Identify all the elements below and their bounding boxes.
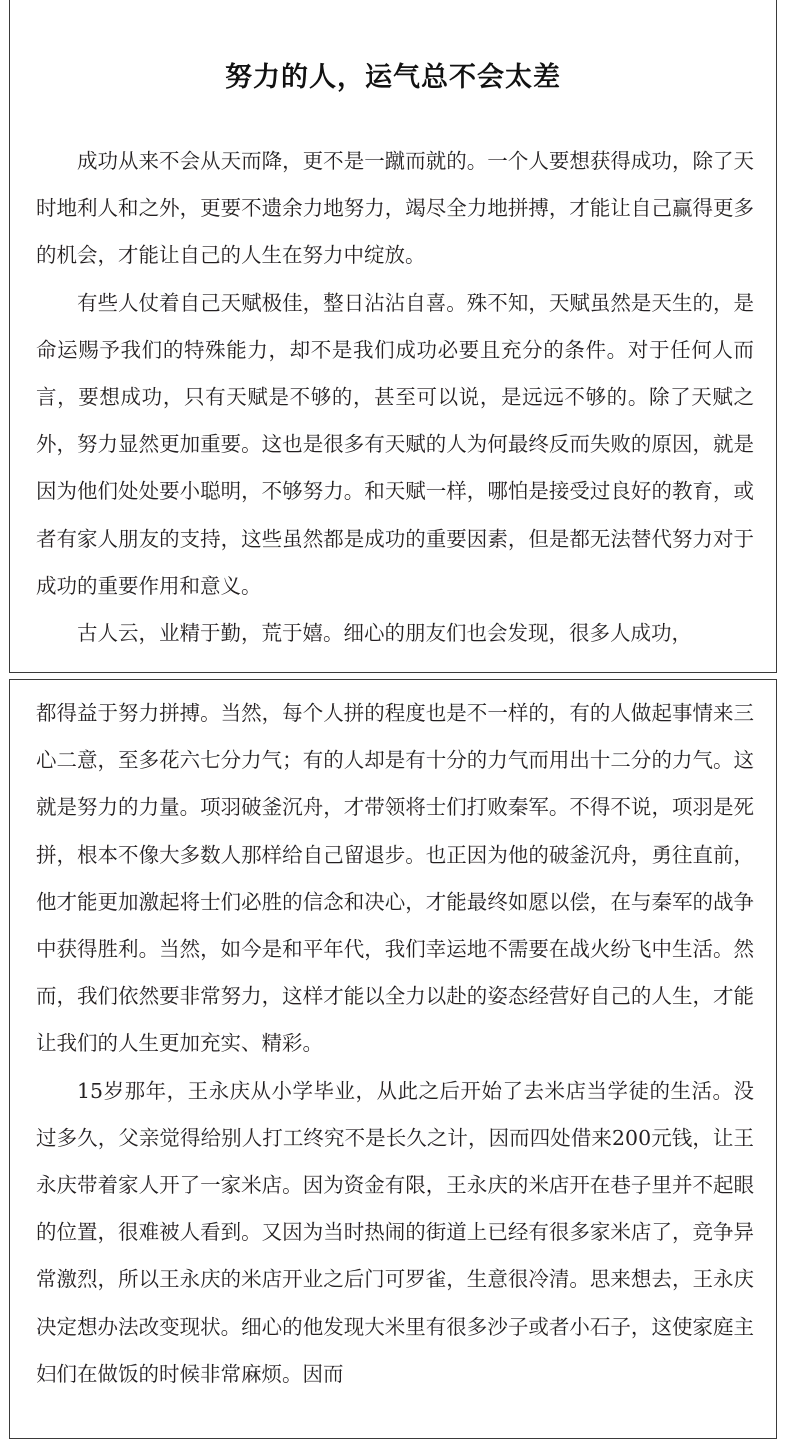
chapter-title: 努力的人，运气总不会太差	[225, 62, 561, 93]
paragraph-continued: 都得益于努力拼搏。当然，每个人拼的程度也是不一样的，有的人做起事情来三心二意，至多花六七分力气；有的人却是有十分的力气而用出十二分的力气。这就是努力的力量。项羽破釜沉舟，才带领将士们打败秦军。不得不说，项羽是死拼，根本不像大多数人那样给自己留退步。也正因为他的破釜沉舟，勇往直前，他才能更加激起将士们必胜的信念和决心，才能最终如愿以偿，在与秦军的战争中获得胜利。当然，如今是和平年代，我们幸运地不需要在战火纷飞中生活。然而，我们依然要非常努力，这样才能以全力以赴的姿态经营好自己的人生，才能让我们的人生更加充实、精彩。	[36, 701, 754, 1056]
book-page-top	[9, 0, 777, 673]
paragraph: 成功从来不会从天而降，更不是一蹴而就的。一个人要想获得成功，除了天时地利人和之外，更要不遗余力地努力，竭尽全力地拼搏，才能让自己赢得更多的机会，才能让自己的人生在努力中绽放。	[36, 149, 754, 268]
paragraph: 15岁那年，王永庆从小学毕业，从此之后开始了去米店当学徒的生活。没过多久，父亲觉得给别人打工终究不是长久之计，因而四处借来200元钱，让王永庆带着家人开了一家米店。因为资金有限，王永庆的米店开在巷子里并不起眼的位置，很难被人看到。又因为当时热闹的街道上已经有很多家米店了，竞争异常激烈，所以王永庆的米店开业之后门可罗雀，生意很冷清。思来想去，王永庆决定想办法改变现状。细心的他发现大米里有很多沙子或者小石子，这使家庭主妇们在做饭的时候非常麻烦。因而	[36, 1078, 754, 1386]
page-body-text	[36, 690, 754, 1398]
book-page-bottom	[9, 679, 777, 1439]
paragraph: 有些人仗着自己天赋极佳，整日沾沾自喜。殊不知，天赋虽然是天生的，是命运赐予我们的特殊能力，却不是我们成功必要且充分的条件。对于任何人而言，要想成功，只有天赋是不够的，甚至可以说，是远远不够的。除了天赋之外，努力显然更加重要。这也是很多有天赋的人为何最终反而失败的原因，就是因为他们处处要小聪明，不够努力。和天赋一样，哪怕是接受过良好的教育，或者有家人朋友的支持，这些虽然都是成功的重要因素，但是都无法替代努力对于成功的重要作用和意义。	[36, 290, 754, 598]
paragraph: 古人云，业精于勤，荒于嬉。细心的朋友们也会发现，很多人成功，	[77, 621, 692, 646]
page-body-text	[36, 138, 754, 657]
